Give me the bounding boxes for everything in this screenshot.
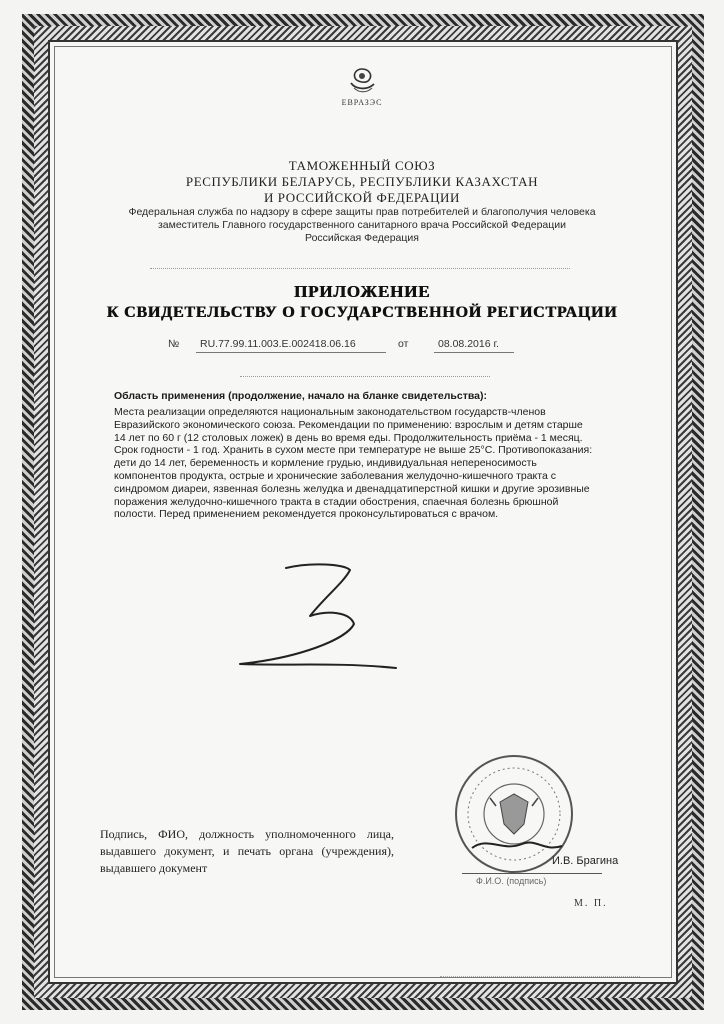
registration-number: RU.77.99.11.003.E.002418.06.16: [200, 338, 356, 350]
document-subtitle: К СВИДЕТЕЛЬСТВУ О ГОСУДАРСТВЕННОЙ РЕГИСТРАЦИИ: [106, 304, 618, 321]
number-underline: [196, 352, 386, 353]
customs-union-title: ТАМОЖЕННЫЙ СОЮЗ: [288, 158, 436, 173]
handwritten-signature: [226, 560, 416, 680]
signer-name: И.В. Брагина: [552, 855, 619, 867]
registration-date: 08.08.2016 г.: [438, 338, 499, 350]
countries-line-1: РЕСПУБЛИКИ БЕЛАРУСЬ, РЕСПУБЛИКИ КАЗАХСТАН: [185, 174, 539, 189]
signer-line: [462, 873, 602, 874]
date-label: от: [398, 338, 409, 350]
caption-line: [240, 376, 490, 377]
scope-paragraph: Места реализации определяются национальным законодательством государств-членов Евразийского экономического союза. Рекомендации по применению: взрослым и детям старше 14 лет по 60 г (12 столовых ложек) в день во время еды. Продолжительность приёма - 1 месяц. Срок годности - 1 год. Хранить в сухом месте при температуре не выше 25°С. Противопоказания: дети до 14 лет, беременность и кормление грудью, индивидуальная непереносимость компонентов продукта, острые и хронические заболевания желудочно-кишечного тракта с синдромом диареи, язвенная болезнь желудка и двенадцатиперстной кишки и другие эрозивные поражения желудочно-кишечного тракта в стадии обострения, спаечная болезнь брюшной полости. Перед применением рекомендуется проконсультироваться с врачом.: [114, 406, 593, 521]
seal-place-label: М. П.: [574, 898, 608, 909]
scope-heading: Область применения (продолжение, начало на бланке свидетельства):: [114, 390, 487, 402]
agency-line-1: Федеральная служба по надзору в сфере защиты прав потребителей и благополучия человека: [128, 206, 596, 218]
eurasec-emblem-icon: [345, 66, 379, 96]
issuer-field-line: [150, 268, 570, 269]
agency-line-2: заместитель Главного государственного санитарного врача Российской Федерации: [157, 219, 567, 231]
number-label: №: [168, 338, 180, 350]
logo-text: ЕВРАЗЭС: [341, 98, 383, 107]
fio-label: Ф.И.О. (подпись): [476, 876, 547, 886]
eurasec-logo: [332, 66, 392, 118]
signature-caption: Подпись, ФИО, должность уполномоченного лица, выдавшего документ, и печать органа (учреждения), выдавшего документ: [100, 827, 394, 875]
agency-line-3: Российская Федерация: [305, 232, 419, 244]
footer-print-line: [440, 976, 640, 977]
countries-line-2: И РОССИЙСКОЙ ФЕДЕРАЦИИ: [263, 190, 461, 205]
document-title: ПРИЛОЖЕНИЕ: [293, 282, 431, 301]
date-underline: [434, 352, 514, 353]
